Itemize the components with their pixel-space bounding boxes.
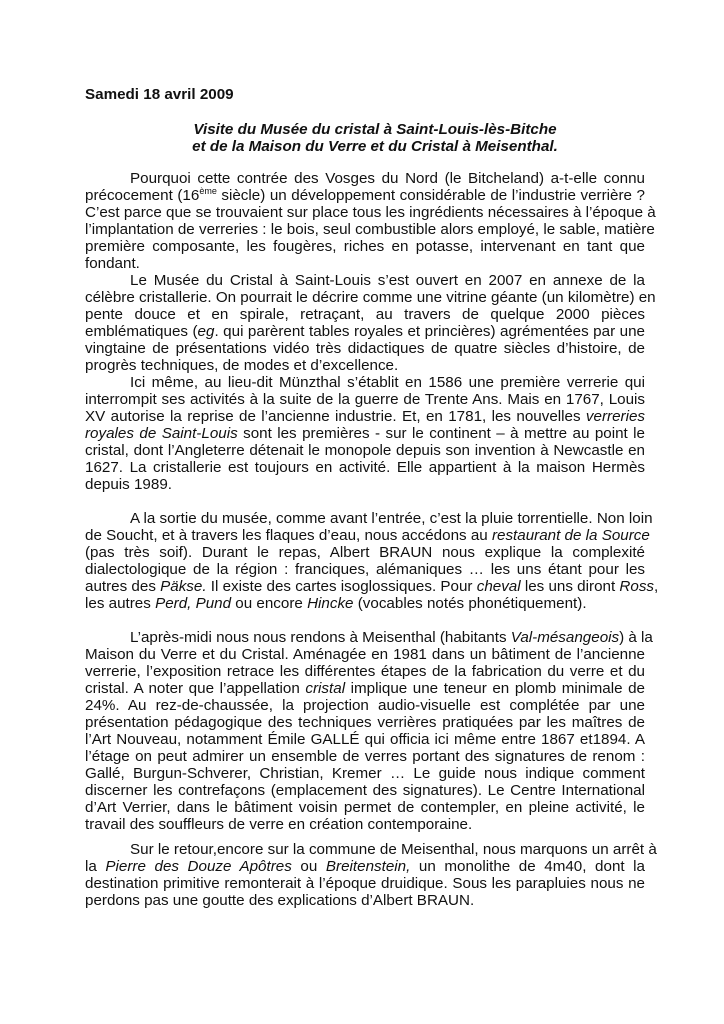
text-segment: ou encore [231,595,308,612]
text-line [85,187,645,204]
text-line [85,841,657,858]
text-line [85,875,645,892]
text-segment: perdons pas une goutte des explications d’Albert BRAUN. [85,892,475,909]
text-line [85,476,645,493]
text-segment: les autres [85,595,156,612]
text-segment: interrompit ses activités à la suite de la guerre de Trente Ans. Mais en 1767, Louis [85,391,645,408]
text-line [85,289,656,306]
text-segment: XV autorise la reprise de l’ancienne industrie. Et, en 1781, les nouvelles [85,408,586,425]
text-segment: cristal, dont l’Angleterre détenait le monopole depuis son invention à Newcastle en [85,442,645,459]
text-line [85,238,645,255]
text-line [85,255,645,272]
text-segment: C’est parce que se trouvaient sur place tous les ingrédients nécessaires à l’époque à [85,204,656,221]
text-line [85,680,645,697]
italic-text: restaurant de la Source [491,527,650,544]
text-line [85,595,645,612]
text-segment: , [654,578,659,595]
text-segment: Il existe des cartes isoglossiques. Pour [206,578,477,595]
italic-text: Perd, Pund [155,595,232,612]
text-line [85,272,645,289]
text-line [85,858,645,875]
text-segment: Le Musée du Cristal à Saint-Louis s’est ouvert en 2007 en annexe de la [130,272,645,289]
text-segment: de Soucht, et à travers les flaques d’eau, nous accédons au [85,527,492,544]
text-segment: Maison du Verre et du Cristal. Aménagée en 1981 dans un bâtiment de l’ancienne [85,646,645,663]
text-segment: dialectologique de la région : franciques, alémaniques … les uns étant pour les [85,561,645,578]
text-segment: (vocables notés phonétiquement). [353,595,587,612]
text-line [85,765,645,782]
text-line [85,629,653,646]
text-segment: ou [291,858,326,875]
text-segment: progrès techniques, de modes et d’excellence. [85,357,399,374]
italic-text: royales de Saint-Louis [85,425,238,442]
paragraph-5 [85,629,653,833]
text-line [85,782,645,799]
title-line-2: et de la Maison du Verre et du Cristal à Meisenthal. [192,138,558,155]
text-segment: 24%. Au rez-de-chaussée, la projection audio-visuelle est complétée par une [85,697,645,714]
text-segment: siècle) un développement considérable de l’industrie verrière ? [216,187,645,204]
text-segment: destination primitive remonterait à l’époque druidique. Sous les parapluies nous ne [85,875,645,892]
text-line [85,663,645,680]
text-line [85,697,645,714]
text-segment: . qui parèrent tables royales et princières) agrémentées par une [214,323,645,340]
text-line [85,306,645,323]
text-line [85,204,656,221]
text-segment: L’après-midi nous nous rendons à Meisenthal (habitants [130,629,511,646]
text-line [85,527,650,544]
italic-text: Päkse. [160,578,207,595]
text-segment: célèbre cristallerie. On pourrait le décrire comme une vitrine géante (un kilomètre) en [85,289,656,306]
text-segment: discerner les contrefaçons (emplacement des signatures). Le Centre International [85,782,645,799]
text-segment: autres des [85,578,161,595]
text-line [85,340,645,357]
document-date: Samedi 18 avril 2009 [85,86,234,103]
paragraph-3 [85,374,645,493]
text-segment: ) à la [619,629,653,646]
text-segment: pente douce et en spirale, retraçant, au travers de quelque 2000 pièces [85,306,645,323]
text-segment: Sur le retour,encore sur la commune de Meisenthal, nous marquons un arrêt à [130,841,657,858]
text-line [85,391,645,408]
italic-text: cristal [305,680,346,697]
text-line [85,323,645,340]
text-segment: Ici même, au lieu-dit Münzthal s’établit en 1586 une première verrerie qui [130,374,645,391]
italic-text: Hincke [307,595,354,612]
text-segment: verrerie, l’exposition retrace les différentes étapes de la fabrication du verre et du [85,663,645,680]
text-segment: un monolithe de 4m40, dont la [410,858,646,875]
text-segment: l’implantation de verreries : le bois, seul combustible alors employé, le sable, matière [85,221,655,238]
paragraph-2 [85,272,656,374]
italic-text: verreries [585,408,645,425]
italic-text: Val-mésangeois [510,629,620,646]
text-line [85,442,645,459]
text-segment: fondant. [85,255,140,272]
text-line [85,408,645,425]
text-segment: implique une teneur en plomb minimale de [345,680,646,697]
text-line [85,714,645,731]
text-line [85,544,645,561]
text-segment: A la sortie du musée, comme avant l’entrée, c’est la pluie torrentielle. Non loin [130,510,653,527]
text-line [85,816,645,833]
text-segment: l’étage on peut admirer un ensemble de verres portant des signatures de renom : [85,748,645,765]
text-line [85,646,645,663]
title-line-1: Visite du Musée du cristal à Saint-Louis-lès-Bitche [193,121,557,138]
text-segment: présentation pédagogique des techniques verrières pratiquées par les maîtres de [85,714,645,731]
text-segment: cristal. A noter que l’appellation [85,680,306,697]
text-line [85,578,659,595]
paragraph-1 [85,170,656,272]
text-segment: la [85,858,106,875]
document-title [95,121,655,155]
text-line [85,170,645,187]
text-segment: 1627. La cristallerie est toujours en activité. Elle appartient à la maison Hermès [85,459,645,476]
text-line [85,357,645,374]
text-segment: depuis 1989. [85,476,172,493]
text-segment: l’Art Nouveau, notamment Émile GALLÉ qui officia ici même entre 1867 et1894. A [85,731,645,748]
italic-text: eg [197,323,215,340]
text-line [85,799,645,816]
text-line [85,221,655,238]
italic-text: Ross [619,578,655,595]
text-segment: travail des souffleurs de verre en création contemporaine. [85,816,473,833]
paragraph-4 [85,510,659,612]
text-segment: première composante, les fougères, riches en potasse, intervenant en tant que [85,238,645,255]
text-line [85,748,645,765]
text-line [85,892,645,909]
italic-text: Breitenstein, [325,858,411,875]
text-line [85,731,645,748]
text-segment: les uns diront [520,578,620,595]
text-segment: vingtaine de présentations vidéo très didactiques de quatre siècles d’histoire, de [85,340,645,357]
text-segment: d’Art Verrier, dans le bâtiment voisin permet de contempler, en pleine activité, le [85,799,645,816]
text-segment: sont les premières - sur le continent – à mettre au point le [237,425,645,442]
italic-text: Pierre des Douze Apôtres [105,858,292,875]
text-line [85,374,645,391]
italic-text: cheval [476,578,521,595]
text-segment: (pas très soif). Durant le repas, Albert BRAUN nous explique la complexité [85,544,645,561]
paragraph-6 [85,841,657,909]
text-segment: Pourquoi cette contrée des Vosges du Nord (le Bitcheland) a-t-elle connu [130,170,645,187]
text-segment: emblématiques ( [85,323,198,340]
text-line [85,510,653,527]
text-line [85,425,645,442]
text-line [85,561,645,578]
text-line [85,459,645,476]
text-segment: Gallé, Burgun-Schverer, Christian, Kremer … Le guide nous indique comment [85,765,645,782]
text-segment: précocement (16 [85,187,200,204]
superscript: ème [199,186,217,196]
